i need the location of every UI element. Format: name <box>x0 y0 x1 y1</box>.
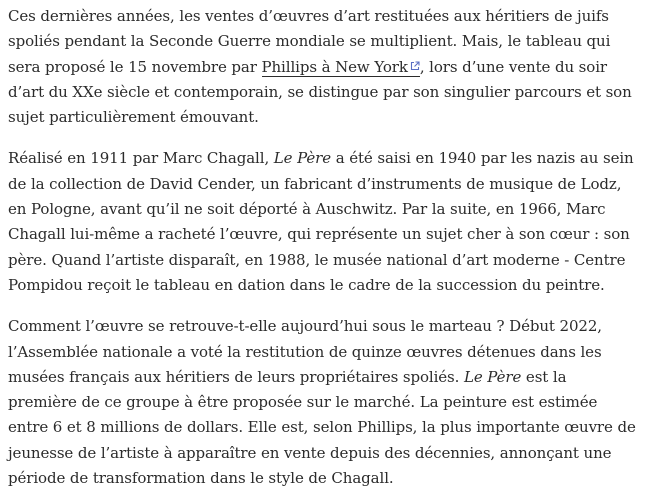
artwork-title: Le Père <box>273 149 332 168</box>
phillips-link-label[interactable]: Phillips à New York <box>261 57 408 76</box>
external-link-icon <box>410 61 420 71</box>
paragraph-2-text-b: a été saisi en 1940 par les nazis au sein de la collection de David Cender, un fabricant d’instruments de musique de Lodz, en Pologne, avant qu’il ne soit déporté à Auschwitz. Par la suite, en 1966, Marc Chagall lui-même a racheté l’œuvre, qui représente un sujet cher à son cœur : son père. Quand l’artiste disparaît, en 1988, le musée national d’art moderne - Centre Pompidou reçoit le tableau en dation dans le cadre de la succession du peintre. <box>8 149 634 294</box>
paragraph-1-text-a: Ces dernières années, les ventes d’œuvres d’art restituées aux héritiers de juifs spoliés pendant la Seconde Guerre mondiale se multiplient. Mais, le tableau qui sera proposé le 15 novembre par <box>8 7 611 76</box>
paragraph-1-text-b: , lors d’une vente du soir d’art du XXe siècle et contemporain, se distingue par son singulier parcours et son sujet particulièrement émouvant. <box>8 57 632 127</box>
phillips-new-york-link[interactable] <box>262 58 420 77</box>
paragraph-2-text-a: Réalisé en 1911 par Marc Chagall, <box>8 149 274 168</box>
paragraph-2 <box>8 146 638 298</box>
paragraph-3-text-b: est la première de ce groupe à être proposée sur le marché. La peinture est estimée entre 6 et 8 millions de dollars. Elle est, selon Phillips, la plus importante œuvre de jeunesse de l’artiste à apparaître en vente depuis des décennies, annonçant une période de transformation dans le style de Chagall. <box>8 367 636 488</box>
paragraph-1 <box>8 4 638 130</box>
paragraph-3-text-a: Comment l’œuvre se retrouve-t-elle aujourd’hui sous le marteau ? Début 2022, l’Assemblée nationale a voté la restitution de quinze œuvres détenues dans les musées français aux héritiers de leurs propriétaires spoliés. <box>8 317 602 386</box>
paragraph-3 <box>8 314 638 491</box>
artwork-title: Le Père <box>464 367 522 386</box>
